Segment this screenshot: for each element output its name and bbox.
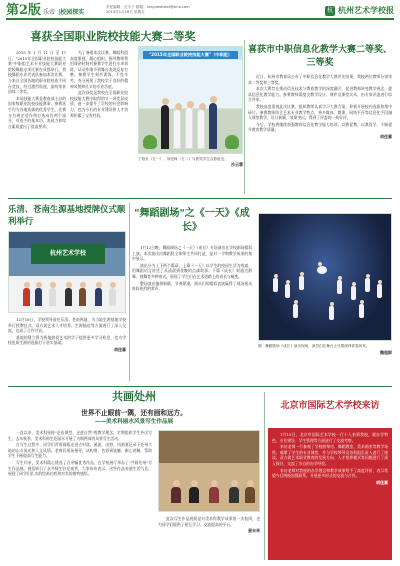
person-figure xyxy=(185,107,193,149)
article-title: 乐清、苍南生源基地授牌仪式顺利举行 xyxy=(8,204,126,226)
article-byline: 魏超群 xyxy=(380,350,392,355)
paragraph: 我校高度重视此次比赛，组织教师认真学习大赛方案，积极开展校内选拔和集中研讨。参赛教师结合艺术专业教学特点，将多媒体、微课、网络平台等信息化手段融入课堂教学，设计新颖，效果突出，得到了评委的一致好评。 xyxy=(248,103,392,121)
paragraph: 1月12日晚，舞蹈剧场之《一天》《成长》专场演出在学校剧场精彩上演。本次演出由舞蹈科全体师生共同打造，是对一学期教学成果的集中展示。 xyxy=(132,245,252,262)
person-figure xyxy=(65,288,72,306)
page-header xyxy=(6,3,394,20)
dancer-figure xyxy=(329,306,334,320)
paragraph: 12月18日，学校领导前往乐清、苍南两地，为当地生源基地学校举行授牌仪式。双方就艺术人才培养、生源输送等方面进行了深入交流，达成了合作共识。 xyxy=(8,317,126,334)
person-figure xyxy=(161,105,169,149)
header-meta-line: 2015年1月16日 星期五 xyxy=(106,9,145,14)
ceremony-photo xyxy=(8,231,126,313)
article-beijing-school-visit xyxy=(268,400,392,560)
article-byline: 姜未来 xyxy=(248,528,260,534)
article-body xyxy=(8,50,128,192)
article-body-continued xyxy=(158,516,260,558)
section-rule xyxy=(8,386,392,387)
article-title: 喜获全国职业院校技能大赛二等奖 xyxy=(30,30,196,43)
article-lishui-sketch-exhibition xyxy=(8,390,260,560)
paragraph: 来访老师一行参观了学校的琴房、舞蹈教室、美术画室等教学场所，观摩了学生的专业课堂，并与学校领导及各科组负责人进行了座谈。双方就艺术职业教育的发展方向、人才培养模式等问题进行了深入探讨，交流了各自的办学经验。 xyxy=(272,444,388,466)
dance-stage-photo xyxy=(258,213,392,341)
section-name: 乐帝 xyxy=(43,9,56,16)
person-figure xyxy=(23,288,30,306)
dancer-figure xyxy=(351,286,356,300)
sketching-photo xyxy=(158,430,260,512)
person-figure xyxy=(95,288,102,306)
dancer-figure xyxy=(299,276,304,290)
article-body xyxy=(8,430,152,558)
paragraph: 为了备战本次比赛，舞蹈科组高度重视，精心组织，指导教师利用课余时间对参赛学生进行专项训练，从动作细节到舞台表现反复打磨。参赛学生刻苦训练，不畏辛劳，充分展现了我校学子良好的精神风貌和扎实的专业功底。 xyxy=(70,50,128,89)
page-number: 第2版 xyxy=(6,3,42,18)
article-title: 喜获市中职信息化教学大赛二等奖、三等奖 xyxy=(248,45,392,68)
person-figure xyxy=(209,103,217,149)
dancer-figure xyxy=(293,304,298,318)
article-subtitle: 世界不止眼前一隅，还有画和远方。 xyxy=(81,409,187,417)
article-student-base-ceremony xyxy=(8,203,126,381)
paragraph: 此次获奖是我校在全国职业院校技能大赛中取得的又一项优异成绩，进一步提升了学校的社会影响力，也为今后的专业建设和人才培养积累了宝贵经验。 xyxy=(70,90,128,118)
person-figure xyxy=(173,109,181,149)
person-figure xyxy=(189,487,199,503)
article-title: 共画处州 xyxy=(112,390,156,403)
article-info-teaching-contest xyxy=(248,44,392,194)
header-meta xyxy=(106,5,216,14)
dancer-figure xyxy=(273,278,278,292)
photo-caption xyxy=(138,157,243,167)
article-body xyxy=(132,245,252,381)
caption-text: 图：舞蹈剧场《成长》演出现场，演员们在舞台上尽情演绎青春风采。 xyxy=(258,344,370,348)
plant-decoration xyxy=(225,135,239,149)
person-figure xyxy=(171,487,181,503)
paragraph: 演出分为上下两个篇章。上篇《一天》以学生的校园生活为线索，用舞蹈语言讲述了从清晨到夜晚的点滴故事；下篇《成长》则通过群舞、独舞等多种形式，展现了学生们在艺术道路上的成长与蜕变。 xyxy=(132,262,252,279)
photo-caption xyxy=(258,344,392,355)
dancer-figure xyxy=(377,284,382,298)
paragraph: 来访老师对我校的办学理念和教学成果给予了高度评价，表示希望今后两校加强联系，开展更多形式的交流与合作。 xyxy=(272,467,388,479)
paragraph: 2015年1月11日至17日，"2015年全国职业院校技能大赛"中职组艺术专业技能大赛职业院校舞蹈专项比赛在成都举行。我校舞蹈专业代表队参加本次比赛，与来自全国各地的职业院校选手同台竞技，经过激烈角逐，最终荣获团体二等奖。 xyxy=(8,50,66,95)
article-byline: 胡佳嘉 xyxy=(376,479,388,485)
dancer-figure xyxy=(285,284,290,298)
article-body xyxy=(8,317,126,381)
article-byline: 胡佳嘉 xyxy=(114,346,126,352)
award-group-photo xyxy=(138,46,243,154)
dancer-figure xyxy=(337,280,342,294)
article-title: "舞蹈剧场"之《一天》《成长》 xyxy=(134,208,250,233)
paragraph: 此次写生作品展既是对美术科教学成果的一次检阅，也为同学们提供了相互学习、交流提高的平台。 xyxy=(158,516,260,527)
person-figure xyxy=(197,109,205,149)
caption-text: 丁校长（左一）、刘老师（左二）与获奖学生合影留念。 xyxy=(138,157,228,161)
article-byline: 沙云霏 xyxy=(231,162,243,167)
school-logo-icon: 杭 xyxy=(326,6,333,14)
paragraph: 在写生过程中，同学们背着画板走进古村落、溪流、田野，用画笔记录下处州大地的山水风光和人文风情。老师们现场指导，从构图、色彩到笔触，耐心讲解，帮助学生不断提高写生能力。 xyxy=(8,442,152,459)
paragraph: 今后，学校将继续加强教师信息化教学能力培训，以赛促教，以赛促学，不断提升教育教学质量。 xyxy=(248,121,392,133)
article-subtitle-secondary: ——美术科丽水风景写生作品展 xyxy=(94,419,174,425)
person-figure xyxy=(245,487,255,503)
paragraph: 1月15日，北京市国际艺术学校一行十人来到我校，就办学特色、专业建设、学生管理等方面进行了交流考察。 xyxy=(272,432,388,443)
person-figure xyxy=(49,288,56,306)
paragraph: 写生归来，美术科精心挑选了百余幅优秀作品，在学校展厅举办了"共画处州"写生作品展。展览吸引了众多师生驻足观赏，大家纷纷表示，这些作品充满生活气息，展现了同学们扎实的绘画功底和对美的独特感悟。 xyxy=(8,459,152,477)
paper-name: 杭州艺术学校报 xyxy=(338,6,394,15)
paragraph: 近日，杭州市教育局公布了中职信息化教学大赛评比结果，我校两位教师分别荣获二等奖和三等奖。 xyxy=(248,74,392,85)
article-body xyxy=(248,74,392,192)
column-divider xyxy=(244,40,245,194)
person-figure xyxy=(209,487,219,503)
photo-banner: "2015年全国职业院校技能大赛"（中职组） xyxy=(143,51,238,59)
masthead xyxy=(325,5,394,16)
paragraph: 基地的建立将为两地热爱艺术的学子提供更多学习机会，也为学校优质生源的选拔打下坚实基础。 xyxy=(8,334,126,346)
column-divider xyxy=(129,203,130,381)
section-rule xyxy=(8,198,392,199)
section-label xyxy=(6,4,84,17)
plant-decoration xyxy=(143,135,157,149)
dancer-figure xyxy=(317,266,327,274)
person-figure xyxy=(229,487,239,503)
article-byline: 胡佳嘉 xyxy=(380,133,392,139)
person-figure xyxy=(109,288,116,306)
column-divider xyxy=(264,392,265,560)
article-title: 北京市国际艺术学校来访 xyxy=(280,401,380,411)
header-meta-line: 责任编辑：庄丰子 邮箱：hzsyxbshzbd@sina.com xyxy=(106,5,190,9)
dancer-figure xyxy=(359,304,364,318)
article-dance-theatre xyxy=(132,203,392,381)
paragraph: 本届技能大赛是教育部主办的国家级职业院校技能赛事，参赛选手均为各地选拔的优秀学生。比赛分为规定动作和自选动作两个部分，对选手的基本功、表现力和综合素质提出了很高要求。 xyxy=(8,95,66,129)
paragraph: 本次大赛旨在推动信息技术与教育教学的深度融合，促进教师转变教学观念，提高信息化教学能力。参赛教师需提交教学设计、课件及课堂实录，由专家评委进行综合评审。 xyxy=(248,86,392,103)
paragraph: 整场演出编排新颖，节奏紧凑，演员们的精彩表演赢得了现场观众阵阵热烈的掌声。 xyxy=(132,280,252,292)
person-figure xyxy=(79,288,86,306)
person-figure xyxy=(35,288,42,306)
dancer-figure xyxy=(365,278,370,292)
article-body xyxy=(272,432,388,485)
highlight-box xyxy=(268,428,392,560)
backdrop-sign: 杭州艺术学校 xyxy=(31,244,105,264)
subsection-name: |校园探实 xyxy=(58,9,85,16)
paragraph: 一直以来，美术科坚持"走出课堂、走进自然"的教学理念，定期组织学生外出写生。去年秋季，美术科师生赴丽水开展了为期两周的风景写生活动。 xyxy=(8,430,152,441)
